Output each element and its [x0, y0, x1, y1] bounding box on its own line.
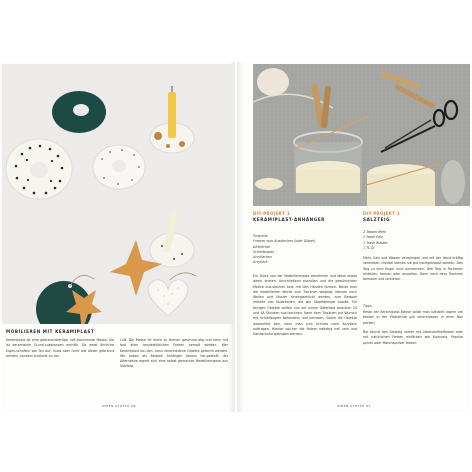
project1-body: Ein Stück von der Modelliermasse abnehmen und diese etwas weich kneten. Anschließend ausrollen und die gewünschten Motive aus-stechen bzw. mit den Händen formen. Bevor man die modellierten Werke zum Trocknen weglegt, können noch Wellen und Muster hineingedrückt werden, zum Beispiel mithilfe von Nudelrollen, die wie Stopfstempel ausdie. Für fertigen Objekte sollten nun auf einem Gittertost zwischen 24 und 48 Stunden aus-trocknen. Nach dem Trocknen auf Wunsch mit Schleifpapier behandeln und bemalen. Sollen die Objekte wasserfest sein, kann man zum Schluss noch Acryllack auftragen. Hierbei soll-ten die Farben beliebig hell sein und Handschuhe getragen werden.	[253, 274, 357, 337]
material-item: Schleifpapier	[253, 249, 275, 254]
right-page	[237, 62, 470, 412]
candle-jars-photo	[253, 64, 470, 206]
ornaments-illustration	[2, 64, 235, 324]
clay-ornaments-photo	[2, 64, 235, 324]
left-page	[2, 62, 235, 412]
material-item: Acrylfarben	[253, 255, 272, 260]
project2-title: SALZTEIG	[363, 218, 391, 223]
material-item: Gittertrost	[253, 244, 270, 249]
project1-materials	[253, 234, 357, 266]
material-item: Acryllack	[253, 260, 268, 265]
left-column-2: Luft. Die Masse ist leicht zu formen geschme-idig und kann mit fast allen handelsüblichen Farben bemalt werden. Wer Keramiplast bin-den, kann verschiedene Objekte geformt werden. Wir haben als Beispiel Anhänger daraus her-gestellt. Als Alternative eignet sich eine selbst gemachte Modelliermasse aus Salzteig.	[120, 338, 228, 369]
project1-title: KERAMIPLAST-ANHÄNGER	[253, 218, 325, 223]
right-folio: IDEEN STOFFE 97	[337, 404, 371, 408]
project1-label: DIY-PROJEKT 1	[253, 212, 291, 217]
ingredient-item: 1 Tasse Wasser	[363, 240, 388, 245]
tipp-1: Reste der Keramiplast-Masse sollte man luftdicht lagern am besten in der Plastiktüte gut verschlossen in einer Box packen.	[363, 310, 463, 325]
project2-ingredients	[363, 230, 463, 251]
material-item: Tongrolle	[253, 234, 268, 238]
section-heading: MOBILIEREN MIT KERAMIPLAST	[6, 330, 95, 335]
book-spread	[0, 62, 472, 412]
tipp-label: Tipps	[363, 304, 372, 308]
ingredient-item: 1 TL Öl	[363, 245, 375, 250]
left-column-1: Keramiplast ist eine gebrauchsfertige, luft-trocknende Masse. Sie ist keramische Grund-substanzen enthält. Sie weist ähnliche Eigen-schaften wie Ton auf, muss aber nicht wie dieser gebrannt werden, sondern trocknet an der	[6, 338, 114, 358]
project2-label: DIY-PROJEKT 2	[363, 212, 401, 217]
material-item: Formen zum Ausstechen (oder Gläser)	[253, 239, 316, 244]
left-folio: IDEEN STOFFE 96	[102, 404, 136, 408]
candle-jars-illustration	[253, 64, 470, 206]
ingredient-item: 2 Tassen Mehl	[363, 230, 386, 234]
tipp-2: Bei kannst den Salzteig vorher mit Lebensmittelfarben oder mit natürlichen Farben einfärben wie Kurkuma, Paprika pulver oder Matchapulver färben.	[363, 330, 463, 345]
project2-body: Mehl, Salz und Wasser vermengen und mit der Hand kräftig verkneten. Hierbei können sie gut hochgeklappt werden. Den Teig zu eine Kugel rund ausmachen. Den Teig in Portionen einteilen, formen oder ausrollen. Dann nach dem Trocknen bemalen und lackieren.	[363, 256, 463, 282]
ingredient-item: 1 Tasse Salz	[363, 235, 383, 240]
